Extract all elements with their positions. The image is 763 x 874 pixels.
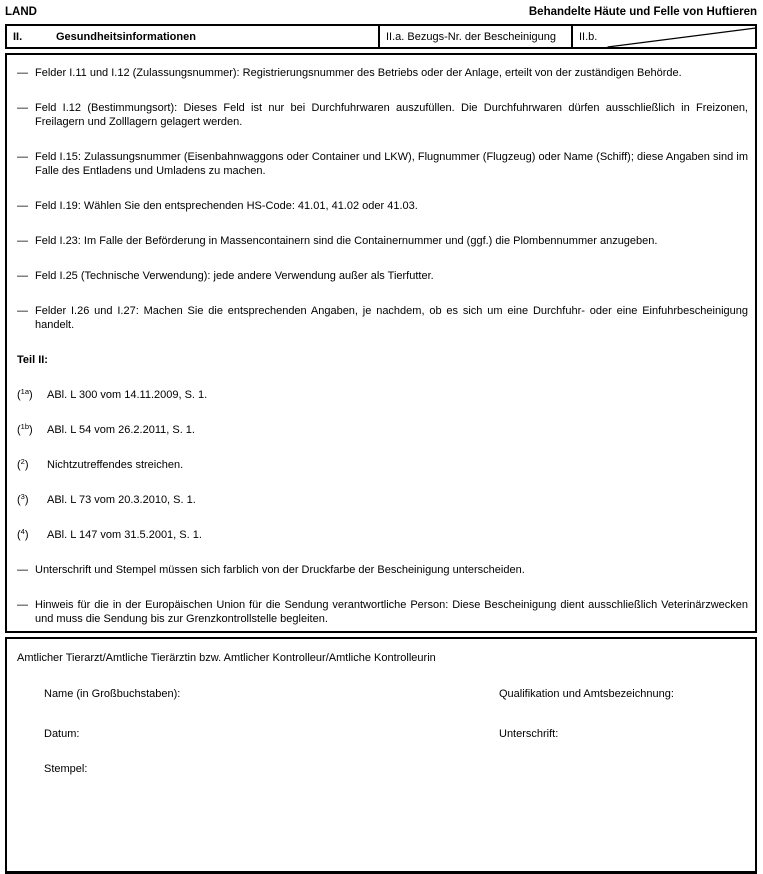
diagonal-strike-line bbox=[573, 26, 755, 47]
footnote-marker: ($^{1b}$) bbox=[17, 422, 33, 436]
footnote-item bbox=[12, 388, 748, 402]
official-heading: Amtlicher Tierarzt/Amtliche Tierärztin bzw. Amtlicher Kontrolleur/Amtliche Kontrolleurin bbox=[17, 652, 436, 664]
certificate-header-table bbox=[5, 24, 757, 49]
note-text: Feld I.15: Zulassungsnummer (Eisenbahnwaggons oder Container und LKW), Flugnummer (Flugzeug) oder Name (Schiff); diese Angaben sind im Falle des Entladens und Umladens zu machen. bbox=[35, 151, 748, 177]
note-item bbox=[12, 199, 748, 213]
footnote-item bbox=[12, 458, 748, 472]
footnote-text: ABl. L 73 vom 20.3.2010, S. 1. bbox=[47, 494, 196, 506]
footnote-superscript: 4 bbox=[20, 527, 25, 536]
part-ii-number: II. bbox=[13, 30, 23, 43]
local-reference-label: II.b. bbox=[579, 30, 598, 43]
footnote-marker: ($^4$) bbox=[17, 527, 29, 541]
stamp-label: Stempel: bbox=[44, 763, 88, 775]
teil2-heading: Teil II: bbox=[17, 354, 48, 366]
note-text: Hinweis für die in der Europäischen Union für die Sendung verantwortliche Person: Diese Bescheinigung dient ausschließlich Veterinärzwecken und muss die Sendung bis zur Grenzkontrollstelle begleiten. bbox=[35, 599, 748, 625]
date-label: Datum: bbox=[44, 728, 80, 740]
part-ii-label: Gesundheitsinformationen bbox=[56, 30, 196, 43]
footnote-text: Nichtzutreffendes streichen. bbox=[47, 459, 184, 471]
page-top-header bbox=[5, 5, 757, 19]
reference-number-label: II.a. Bezugs-Nr. der Bescheinigung bbox=[386, 30, 556, 43]
footnote-text: ABl. L 147 vom 31.5.2001, S. 1. bbox=[47, 529, 202, 541]
country-label: LAND bbox=[5, 6, 37, 18]
dash-bullet: — bbox=[17, 67, 28, 79]
note-item bbox=[12, 304, 748, 332]
dash-bullet: — bbox=[17, 235, 28, 247]
footnote-marker: ($^{1a}$) bbox=[17, 387, 33, 401]
note-text: Felder I.11 und I.12 (Zulassungsnummer): Registrierungsnummer des Betriebs oder der Anlage, erteilt von der zuständigen Behörde. bbox=[35, 67, 682, 79]
official-row-date bbox=[17, 727, 745, 741]
note-text: Unterschrift und Stempel müssen sich farblich von der Druckfarbe der Bescheinigung unterscheiden. bbox=[35, 564, 525, 576]
note-text: Feld I.19: Wählen Sie den entsprechenden HS-Code: 41.01, 41.02 oder 41.03. bbox=[35, 200, 418, 212]
footnote-superscript: 2 bbox=[20, 457, 25, 466]
reference-number-cell bbox=[378, 26, 571, 47]
note-item bbox=[12, 66, 748, 80]
footnote-item bbox=[12, 493, 748, 507]
note-text: Felder I.26 und I.27: Machen Sie die entsprechenden Angaben, je nachdem, ob es sich um eine Durchfuhr- oder eine Einfuhrbescheinigung handelt. bbox=[35, 305, 748, 331]
footnote-text: ABl. L 54 vom 26.2.2011, S. 1. bbox=[47, 424, 195, 436]
note-text: Feld I.25 (Technische Verwendung): jede andere Verwendung außer als Tierfutter. bbox=[35, 270, 434, 282]
dash-bullet: — bbox=[17, 102, 28, 114]
footnote-marker: ($^3$) bbox=[17, 492, 29, 506]
official-signature-box bbox=[5, 637, 757, 874]
footnote-item bbox=[12, 423, 748, 437]
page-title: Behandelte Häute und Felle von Huftieren bbox=[528, 6, 757, 18]
local-reference-cell bbox=[571, 26, 755, 47]
note-item bbox=[12, 101, 748, 129]
part-ii-cell bbox=[7, 26, 378, 47]
dash-bullet: — bbox=[17, 151, 28, 163]
note-item bbox=[12, 234, 748, 248]
note-text: Feld I.23: Im Falle der Beförderung in Massencontainern sind die Containernummer und (ggf.) die Plombennummer anzugeben. bbox=[35, 235, 658, 247]
notes-box bbox=[5, 53, 757, 633]
official-row-name bbox=[17, 687, 745, 701]
dash-bullet: — bbox=[17, 270, 28, 282]
footnote-superscript: 3 bbox=[20, 492, 25, 501]
note-item bbox=[12, 598, 748, 626]
footnote-text: ABl. L 300 vom 14.11.2009, S. 1. bbox=[47, 389, 208, 401]
footnote-superscript: 1a bbox=[20, 387, 30, 396]
dash-bullet: — bbox=[17, 599, 28, 611]
official-row-stamp bbox=[17, 762, 745, 776]
signature-label: Unterschrift: bbox=[499, 728, 559, 740]
dash-bullet: — bbox=[17, 564, 28, 576]
dash-bullet: — bbox=[17, 305, 28, 317]
qualification-label: Qualifikation und Amtsbezeichnung: bbox=[499, 688, 674, 700]
note-item bbox=[12, 563, 748, 577]
footnote-marker: ($^2$) bbox=[17, 457, 29, 471]
footnote-item bbox=[12, 528, 748, 542]
note-text: Feld I.12 (Bestimmungsort): Dieses Feld ist nur bei Durchfuhrwaren auszufüllen. Die Durchfuhrwaren dürfen ausschließlich in Freizonen, Freilagern und Zolllagern gelagert werden. bbox=[35, 102, 748, 128]
note-item bbox=[12, 269, 748, 283]
footnote-superscript: 1b bbox=[20, 422, 30, 431]
note-item bbox=[12, 150, 748, 178]
dash-bullet: — bbox=[17, 200, 28, 212]
name-label: Name (in Großbuchstaben): bbox=[44, 688, 181, 700]
